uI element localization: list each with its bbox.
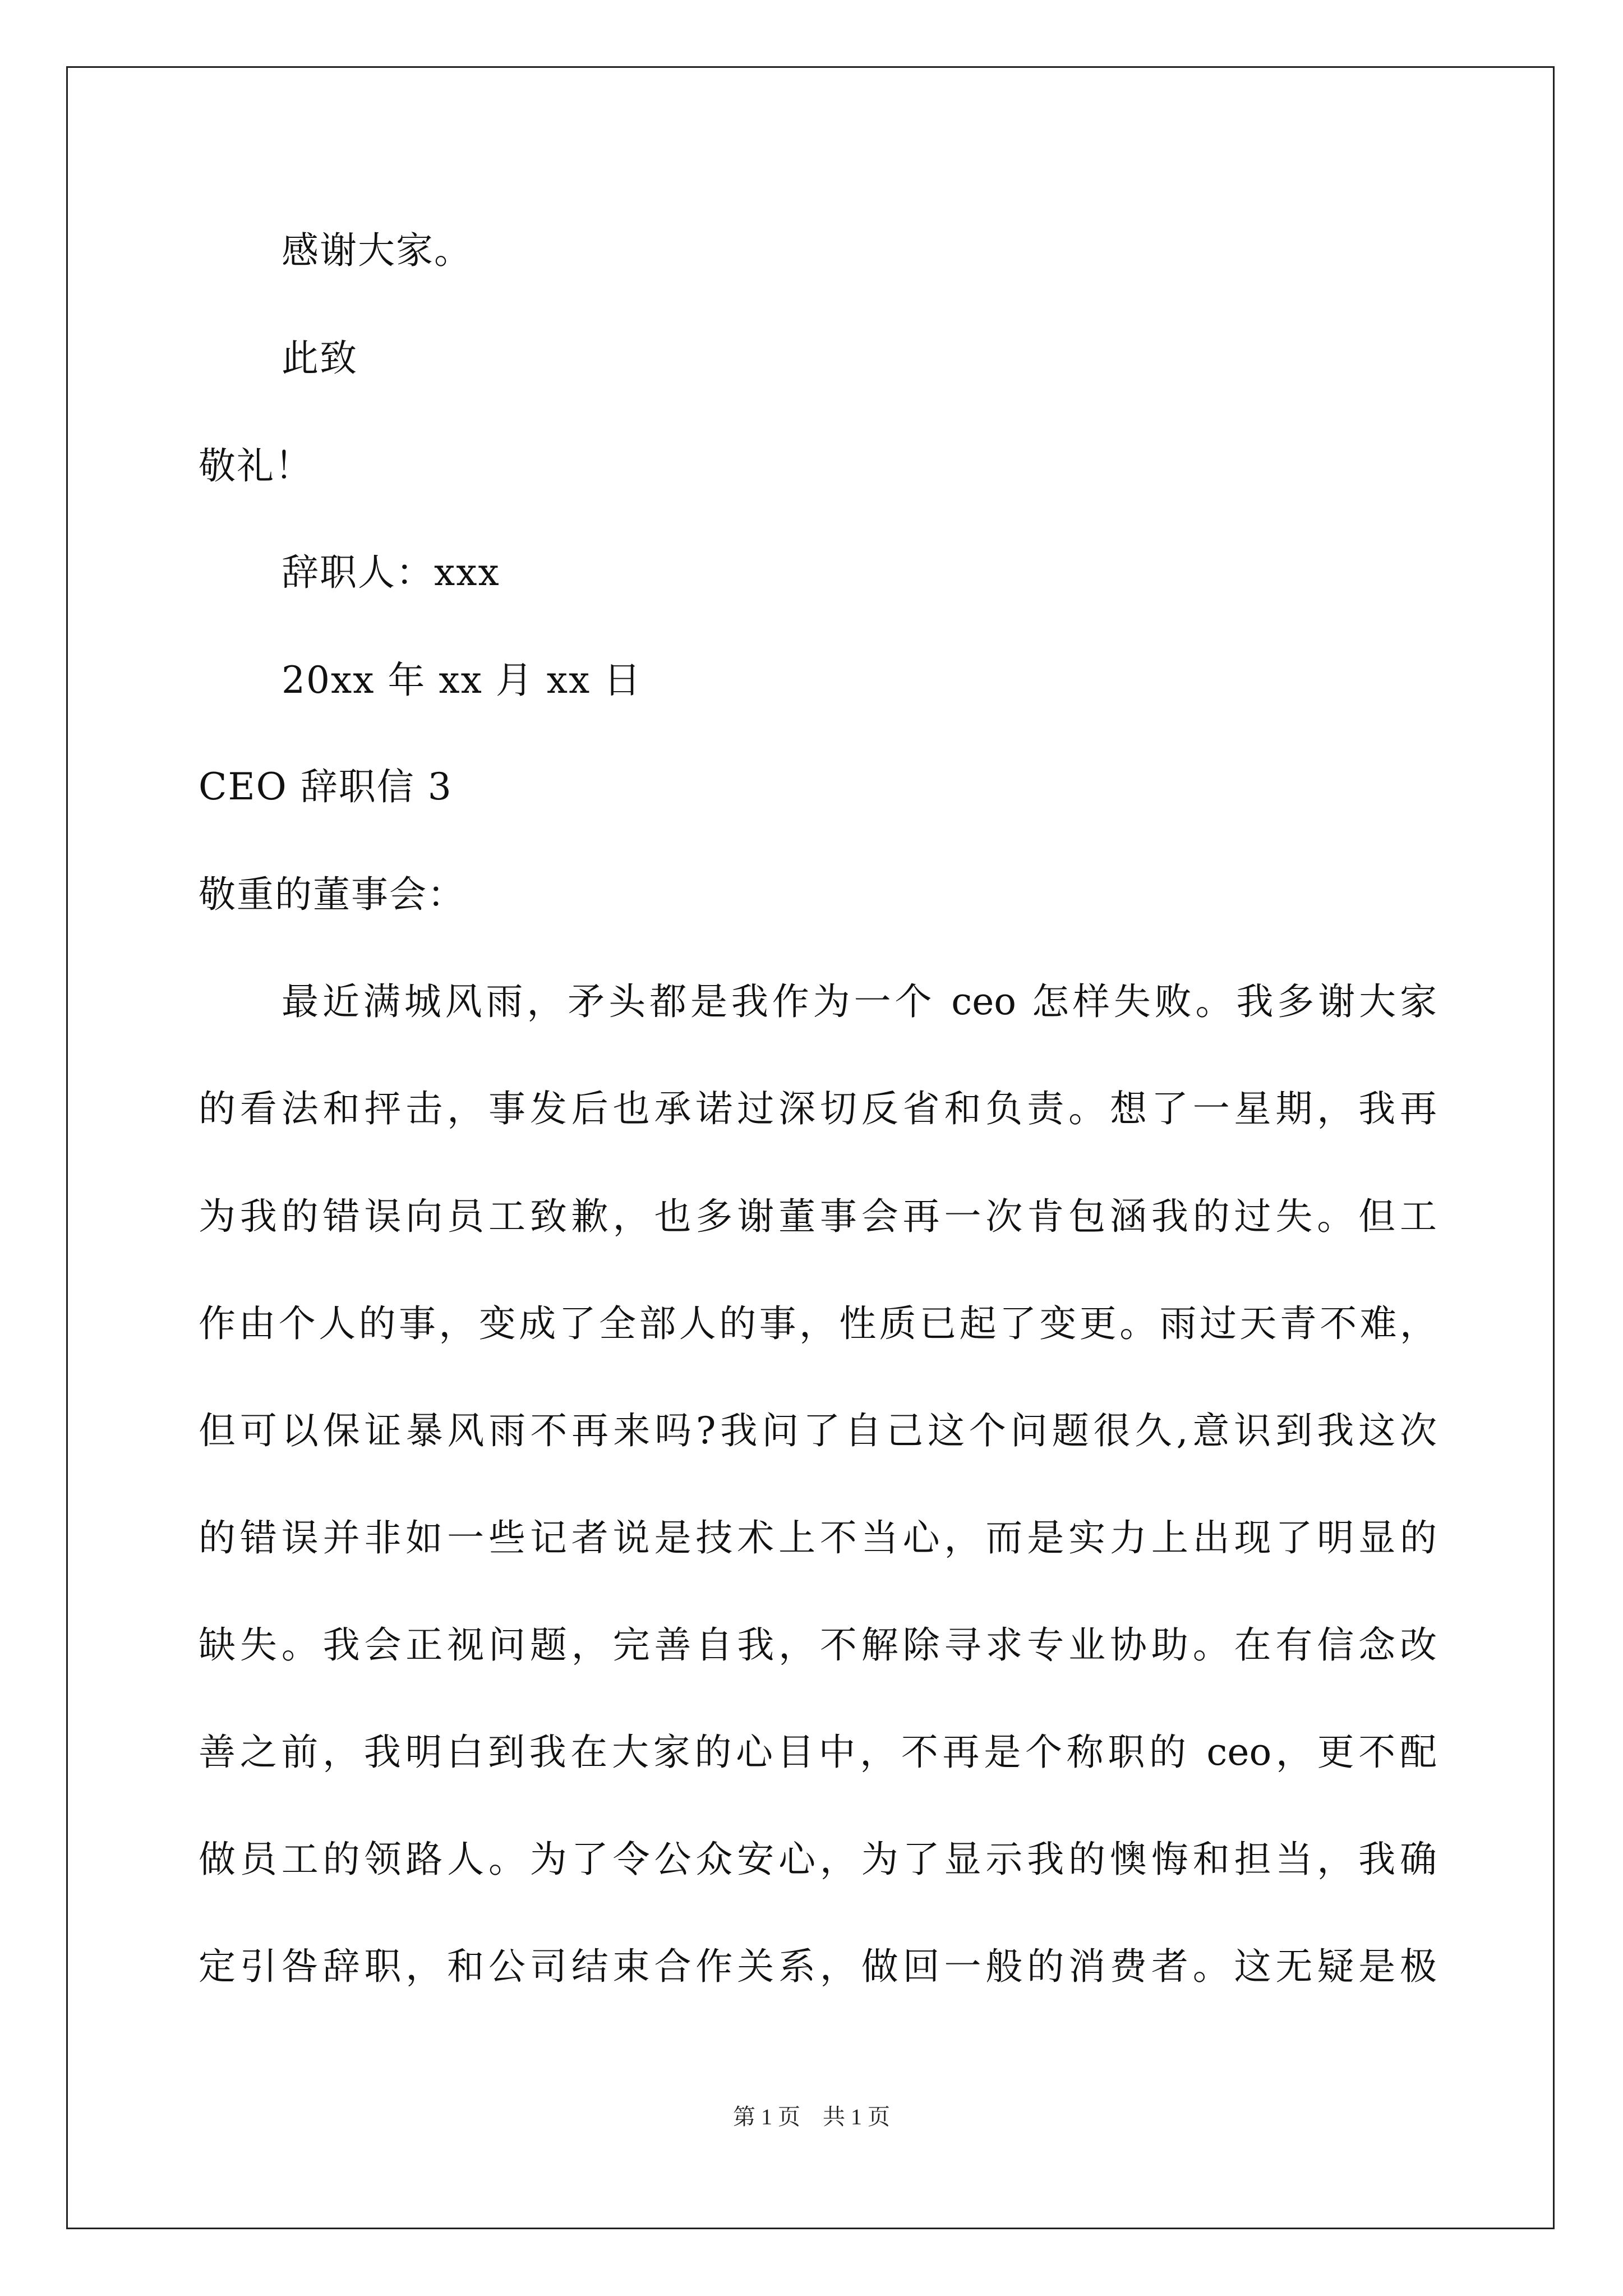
closing-thanks: 感谢大家。 bbox=[282, 229, 472, 272]
body-line: 为我的错误向员工致歉，也多谢董事会再一次肯包涵我的过失。但工 bbox=[199, 1195, 1437, 1238]
body-line: 但可以保证暴风雨不再来吗?我问了自己这个问题很久,意识到我这次 bbox=[199, 1409, 1437, 1452]
body-line: 最近满城风雨，矛头都是我作为一个 ceo 怎样失败。我多谢大家 bbox=[282, 980, 1437, 1023]
page-number-footer: 第 1 页 共 1 页 bbox=[733, 2104, 890, 2129]
signature-line: 辞职人：xxx bbox=[282, 551, 500, 594]
body-line: 缺失。我会正视问题，完善自我，不解除寻求专业协助。在有信念改 bbox=[199, 1623, 1437, 1667]
page-border bbox=[66, 66, 1555, 2229]
section-heading: CEO 辞职信 3 bbox=[199, 765, 453, 808]
body-line: 的错误并非如一些记者说是技术上不当心，而是实力上出现了明显的 bbox=[199, 1516, 1437, 1559]
body-line: 做员工的领路人。为了令公众安心，为了显示我的懊悔和担当，我确 bbox=[199, 1838, 1437, 1881]
body-line: 善之前，我明白到我在大家的心目中，不再是个称职的 ceo，更不配 bbox=[199, 1731, 1437, 1774]
salutation-jingli: 敬礼！ bbox=[199, 444, 313, 487]
letter-greeting: 敬重的董事会： bbox=[199, 873, 465, 916]
date-line: 20xx 年 xx 月 xx 日 bbox=[282, 659, 642, 702]
body-line: 定引咎辞职，和公司结束合作关系，做回一般的消费者。这无疑是极 bbox=[199, 1945, 1437, 1988]
body-line: 作由个人的事，变成了全部人的事，性质已起了变更。雨过天青不难， bbox=[199, 1302, 1437, 1345]
salutation-cizhi: 此致 bbox=[282, 337, 358, 380]
body-line: 的看法和抨击，事发后也承诺过深切反省和负责。想了一星期，我再 bbox=[199, 1087, 1437, 1130]
